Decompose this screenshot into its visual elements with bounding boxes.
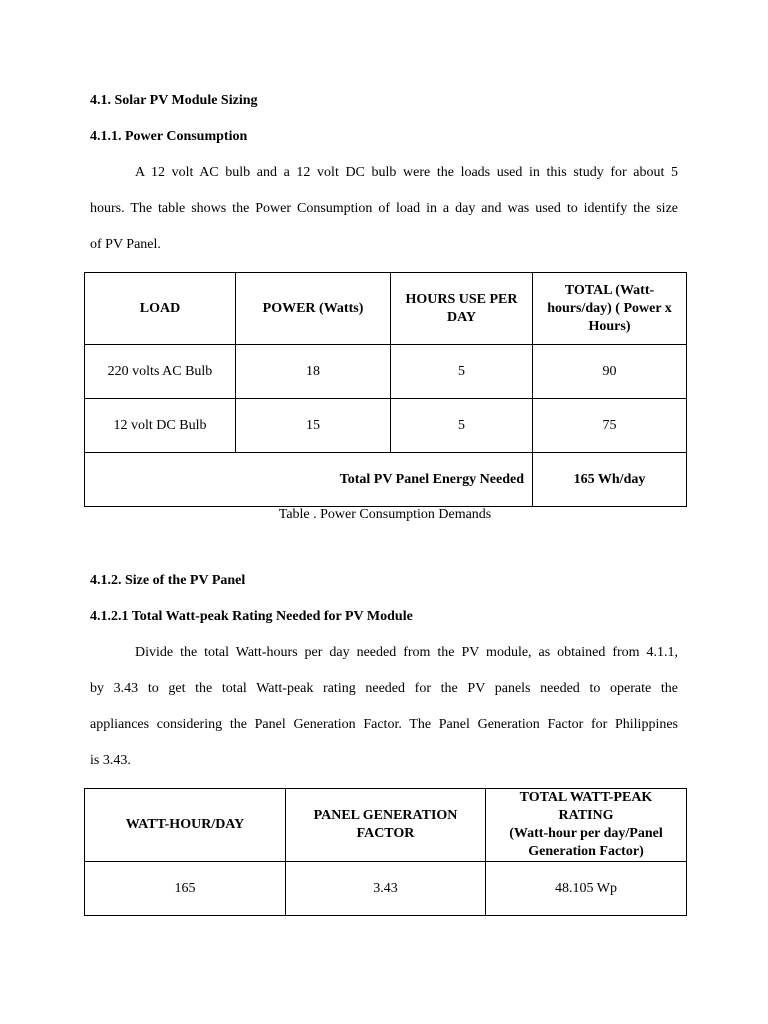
section-4-1-2-1-heading: 4.1.2.1 Total Watt-peak Rating Needed for PV Module — [90, 609, 413, 624]
header-total: TOTAL (Watt-hours/day) ( Power x Hours) — [533, 273, 687, 345]
table-header-row — [85, 789, 687, 862]
cell-total: 75 — [533, 399, 687, 453]
paragraph-line: Divide the total Watt-hours per day needed from the PV module, as obtained from 4.1.1, — [135, 645, 678, 660]
table-caption: Table . Power Consumption Demands — [278, 507, 492, 522]
section-4-1-2-heading: 4.1.2. Size of the PV Panel — [90, 573, 246, 588]
cell-load: 220 volts AC Bulb — [85, 345, 236, 399]
cell-watt-hour: 165 — [85, 862, 286, 916]
cell-power: 18 — [236, 345, 391, 399]
cell-hours: 5 — [391, 399, 533, 453]
cell-load: 12 volt DC Bulb — [85, 399, 236, 453]
cell-total: 90 — [533, 345, 687, 399]
section-4-1-1-heading: 4.1.1. Power Consumption — [90, 129, 248, 144]
power-consumption-table — [84, 272, 687, 507]
header-panel-generation-factor: PANEL GENERATION FACTOR — [286, 789, 486, 862]
table-footer-row — [85, 453, 687, 507]
cell-total-watt-peak: 48.105 Wp — [486, 862, 687, 916]
paragraph-line: A 12 volt AC bulb and a 12 volt DC bulb were the loads used in this study for about 5 — [135, 165, 678, 180]
section-4-1-heading: 4.1. Solar PV Module Sizing — [90, 93, 258, 108]
header-load: LOAD — [85, 273, 236, 345]
header-total-line: TOTAL WATT-PEAK — [519, 790, 653, 805]
header-total-line: (Watt-hour per day/Panel — [509, 826, 663, 841]
header-total-watt-peak — [486, 789, 687, 862]
cell-hours: 5 — [391, 345, 533, 399]
paragraph-line: appliances considering the Panel Generation Factor. The Panel Generation Factor for Philippines — [90, 717, 678, 732]
header-total-line: Generation Factor) — [528, 844, 644, 859]
header-hours: HOURS USE PER DAY — [391, 273, 533, 345]
table-header-row — [85, 273, 687, 345]
paragraph-line: is 3.43. — [90, 753, 131, 768]
watt-peak-table — [84, 788, 687, 916]
power-consumption-paragraph — [90, 155, 678, 263]
paragraph-line: of PV Panel. — [90, 237, 161, 252]
paragraph-line: by 3.43 to get the total Watt-peak rating needed for the PV panels needed to operate the — [90, 681, 678, 696]
footer-label: Total PV Panel Energy Needed — [85, 453, 533, 507]
paragraph-line: hours. The table shows the Power Consumption of load in a day and was used to identify the size — [90, 201, 678, 216]
watt-peak-paragraph — [90, 635, 678, 779]
cell-power: 15 — [236, 399, 391, 453]
header-total-line: RATING — [558, 808, 614, 823]
table-row — [85, 399, 687, 453]
header-watt-hour: WATT-HOUR/DAY — [85, 789, 286, 862]
cell-panel-generation-factor: 3.43 — [286, 862, 486, 916]
header-power: POWER (Watts) — [236, 273, 391, 345]
footer-value: 165 Wh/day — [533, 453, 687, 507]
table-row — [85, 862, 687, 916]
table-row — [85, 345, 687, 399]
